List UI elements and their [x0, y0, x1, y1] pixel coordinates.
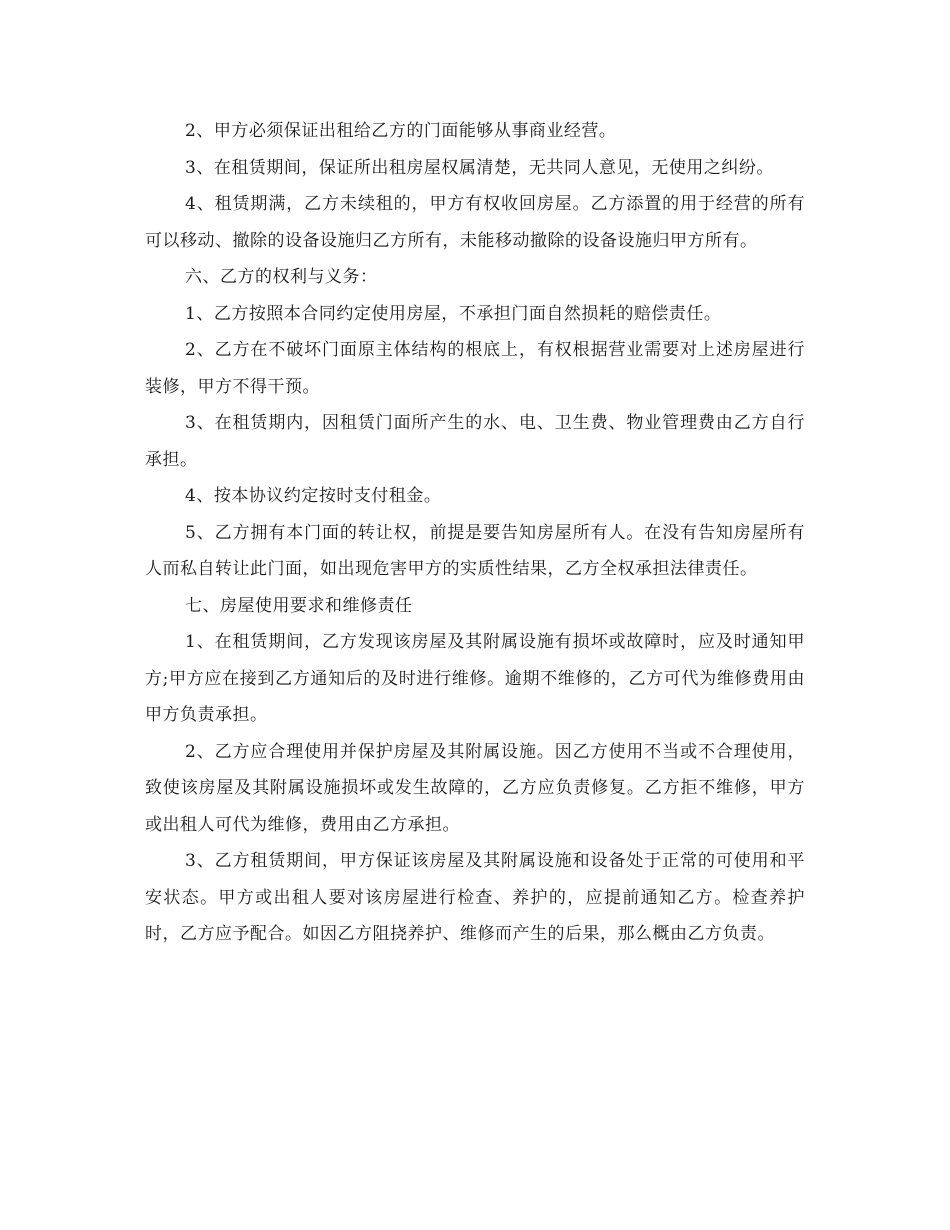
paragraph-ownership-clear: 3、在租赁期间，保证所出租房屋权属清楚，无共同人意见，无使用之纠纷。 [185, 157, 774, 178]
paragraph-inspection: 3、乙方租赁期间，甲方保证该房屋及其附属设施和设备处于正常的可使用和平安状态。甲方或出租人要对该房屋进行检查、养护的，应提前通知乙方。检查养护时，乙方应予配合。如因乙方阻挠养护、维修而产生的后果，那么概由乙方负责。 [145, 851, 805, 944]
paragraph-lessee-renovation: 2、乙方在不破坏门面原主体结构的根底上，有权根据营业需要对上述房屋进行装修，甲方不得干预。 [145, 340, 805, 397]
paragraph-rent-payment: 4、按本协议约定按时支付租金。 [185, 486, 442, 506]
document-body [145, 113, 805, 953]
paragraph-lessee-usage: 1、乙方按照本合同约定使用房屋，不承担门面自然损耗的赔偿责任。 [185, 303, 722, 324]
paragraph-repair-notice: 1、在租赁期间，乙方发现该房屋及其附属设施有损坏或故障时，应及时通知甲方;甲方应在接到乙方通知后的及时进行维修。逾期不维修的，乙方可代为维修费用由甲方负责承担。 [145, 632, 805, 725]
paragraph-lessor-commercial-use: 2、甲方必须保证出租给乙方的门面能够从事商业经营。 [185, 121, 617, 141]
paragraph-proper-use: 2、乙方应合理使用并保护房屋及其附属设施。因乙方使用不当或不合理使用，致使该房屋及其附属设施损坏或发生故障的，乙方应负责修复。乙方拒不维修，甲方或出租人可代为维修，费用由乙方承担。 [145, 741, 805, 835]
section-heading-lessee-rights: 六、乙方的权利与义务： [185, 267, 378, 287]
paragraph-lease-expiry: 4、租赁期满，乙方未续租的，甲方有权收回房屋。乙方添置的用于经营的所有可以移动、撤除的设备设施归乙方所有，未能移动撤除的设备设施归甲方所有。 [145, 194, 805, 251]
paragraph-lessee-utilities: 3、在租赁期内，因租赁门面所产生的水、电、卫生费、物业管理费由乙方自行承担。 [145, 413, 805, 470]
paragraph-transfer-right: 5、乙方拥有本门面的转让权，前提是要告知房屋所有人。在没有告知房屋所有人而私自转让此门面，如出现危害甲方的实质性结果，乙方全权承担法律责任。 [145, 522, 805, 579]
section-heading-maintenance: 七、房屋使用要求和维修责任 [185, 595, 413, 616]
